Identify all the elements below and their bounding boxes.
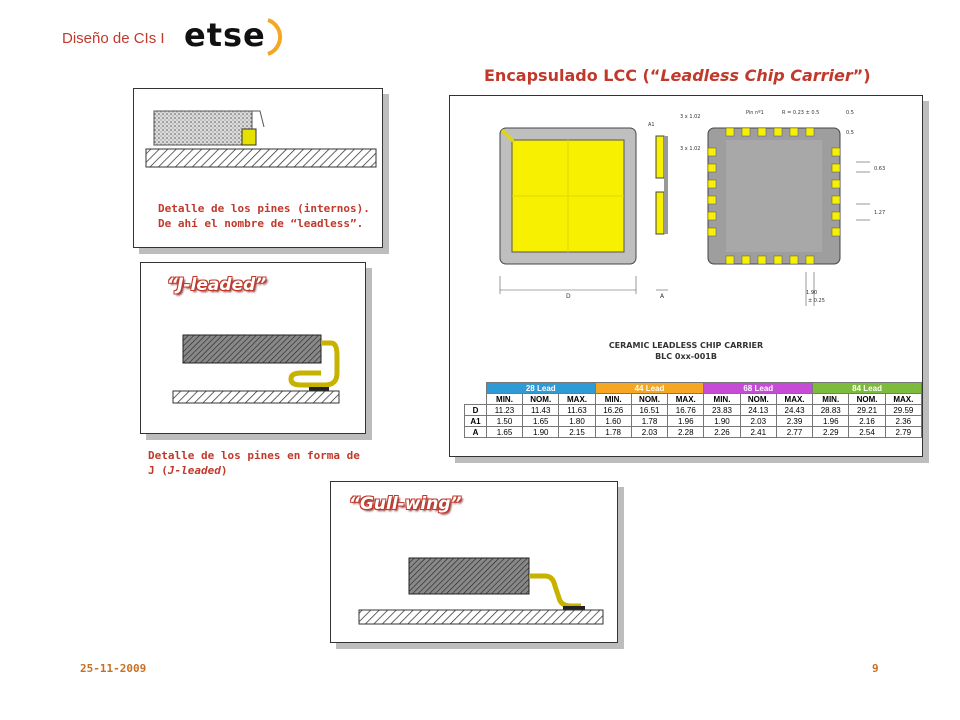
svg-text:etse: etse (184, 16, 266, 54)
lead-header-1: 44 Lead (595, 383, 704, 394)
table-cell: 2.36 (885, 416, 921, 427)
gull-wing-card (330, 481, 618, 643)
j-leaded-illustration (141, 303, 365, 433)
row-label: D (465, 405, 487, 416)
table-cell: 11.63 (559, 405, 595, 416)
dim-0-5-top: 0.5 (846, 110, 854, 116)
column-subheader: NOM. (631, 394, 667, 405)
dimensions-table (464, 382, 922, 438)
table-cell: 2.03 (740, 416, 776, 427)
lead-header-0: 28 Lead (486, 383, 595, 394)
table-cell: 1.90 (704, 416, 740, 427)
table-corner-sub (465, 394, 487, 405)
dim-0-5-right: 0.5 (846, 130, 854, 136)
table-cell: 1.78 (631, 416, 667, 427)
column-subheader: MAX. (776, 394, 812, 405)
lead-header-2: 68 Lead (704, 383, 813, 394)
table-cell: 1.96 (813, 416, 849, 427)
drawing-caption-code: BLC 0xx-001B (655, 352, 717, 361)
table-cell: 2.77 (776, 427, 812, 438)
lcc-dimension-drawing (450, 96, 922, 376)
dim-1-90: 1.90 (806, 290, 818, 296)
table-cell: 29.21 (849, 405, 885, 416)
lead-header-3: 84 Lead (813, 383, 922, 394)
column-subheader: MIN. (704, 394, 740, 405)
table-cell: 2.16 (849, 416, 885, 427)
table-row (465, 405, 922, 416)
j-leaded-label: “J-leaded” (167, 275, 267, 295)
slide-title: Encapsulado LCC (“Leadless Chip Carrier”) (484, 66, 871, 85)
table-cell: 2.15 (559, 427, 595, 438)
table-cell: 1.65 (523, 416, 559, 427)
table-cell: 2.28 (668, 427, 704, 438)
column-subheader: MAX. (885, 394, 921, 405)
table-cell: 24.13 (740, 405, 776, 416)
column-subheader: NOM. (523, 394, 559, 405)
dim-3x1-02-top: 3 x 1.02 (680, 114, 701, 120)
table-cell: 2.03 (631, 427, 667, 438)
dim-a: A (660, 293, 665, 300)
drawing-caption-title: CERAMIC LEADLESS CHIP CARRIER (608, 341, 764, 350)
gull-wing-illustration (331, 522, 617, 642)
table-cell: 16.26 (595, 405, 631, 416)
table-cell: 2.41 (740, 427, 776, 438)
leadless-detail-card (133, 88, 383, 248)
table-cell: 16.76 (668, 405, 704, 416)
course-title: Diseño de CIs I (62, 30, 165, 47)
table-cell: 1.50 (486, 416, 522, 427)
table-cell: 2.54 (849, 427, 885, 438)
row-label: A1 (465, 416, 487, 427)
table-cell: 1.80 (559, 416, 595, 427)
column-subheader: NOM. (740, 394, 776, 405)
table-cell: 1.90 (523, 427, 559, 438)
table-cell: 29.59 (885, 405, 921, 416)
table-cell: 23.83 (704, 405, 740, 416)
radius-label: R = 0.23 ± 0.5 (782, 110, 820, 116)
dim-tolerance: ± 0.25 (808, 298, 825, 304)
column-subheader: MAX. (559, 394, 595, 405)
page-number: 9 (872, 662, 879, 675)
j-leaded-caption (148, 448, 360, 478)
table-cell: 1.60 (595, 416, 631, 427)
pin1-label: Pin nº1 (746, 110, 764, 116)
lcc-technical-drawing-card (449, 95, 923, 457)
dim-0-63: 0.63 (874, 166, 886, 172)
column-subheader: MIN. (595, 394, 631, 405)
row-label: A (465, 427, 487, 438)
column-subheader: MIN. (486, 394, 522, 405)
table-cell: 1.78 (595, 427, 631, 438)
j-leaded-caption-line1: Detalle de los pines en forma de (148, 449, 360, 462)
dim-a1: A1 (648, 122, 655, 128)
table-cell: 2.79 (885, 427, 921, 438)
dim-3x1-02-side: 3 x 1.02 (680, 146, 701, 152)
table-cell: 16.51 (631, 405, 667, 416)
table-row (465, 427, 922, 438)
dim-d: D (566, 293, 571, 300)
j-leaded-card (140, 262, 366, 434)
etse-logo (182, 14, 292, 58)
dim-1-27: 1.27 (874, 210, 886, 216)
gull-wing-label: “Gull-wing” (349, 494, 462, 514)
table-row (465, 416, 922, 427)
column-subheader: MIN. (813, 394, 849, 405)
column-subheader: MAX. (668, 394, 704, 405)
table-cell: 2.39 (776, 416, 812, 427)
table-cell: 1.65 (486, 427, 522, 438)
table-cell: 1.96 (668, 416, 704, 427)
footer-date: 25-11-2009 (80, 662, 147, 675)
j-leaded-caption-line2: J (J-leaded) (148, 464, 228, 477)
table-cell: 2.26 (704, 427, 740, 438)
leadless-caption-line2: De ahí el nombre de “leadless”. (158, 217, 364, 230)
table-cell: 11.23 (486, 405, 522, 416)
table-cell: 24.43 (776, 405, 812, 416)
table-cell: 11.43 (523, 405, 559, 416)
table-cell: 28.83 (813, 405, 849, 416)
table-cell: 2.29 (813, 427, 849, 438)
leadless-caption-line1: Detalle de los pines (internos). (158, 202, 370, 215)
column-subheader: NOM. (849, 394, 885, 405)
leadless-cross-section-illustration (134, 89, 382, 199)
table-corner (465, 383, 487, 394)
